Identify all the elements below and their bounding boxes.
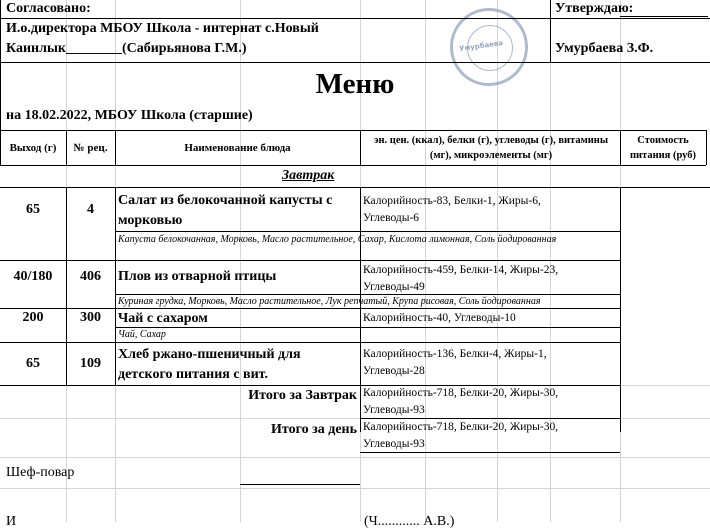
border	[550, 0, 551, 62]
border	[706, 130, 707, 165]
border	[620, 187, 621, 432]
row-3-dish: Чай с сахаром	[118, 311, 208, 326]
confirmer-name: Умурбаева З.Ф.	[555, 41, 654, 56]
chef-label: Шеф-повар	[6, 465, 75, 480]
row-2-output: 40/180	[13, 269, 53, 284]
approver-line-2: Каинлык________(Сабирьянова Г.М.)	[6, 41, 247, 56]
border	[115, 231, 620, 232]
signature-line	[620, 16, 708, 17]
total-breakfast-nutrition: Калорийность-718, Белки-20, Жиры-30, Углеводы-93	[363, 387, 559, 416]
column-header-nutrition: эн. цен. (ккал), белки (г), углеводы (г), витамины (мг), микроэлементы (мг)	[373, 135, 609, 161]
approved-label: Согласовано:	[6, 1, 91, 16]
footer-signer: (Ч............ А.В.)	[364, 514, 455, 529]
confirm-label: Утверждаю:	[555, 1, 634, 16]
row-1-recipe: 4	[87, 202, 94, 217]
row-1-output: 65	[26, 202, 40, 217]
approver-line-1: И.о.директора МБОУ Школа - интернат с.Новый	[6, 21, 319, 36]
total-breakfast-label: Итого за Завтрак	[248, 388, 357, 403]
row-4-nutrition: Калорийность-136, Белки-4, Жиры-1, Углеводы-28	[363, 348, 547, 377]
border	[360, 187, 361, 432]
row-1-dish: Салат из белокочанной капусты с морковью	[118, 193, 333, 228]
border	[0, 342, 620, 343]
row-4-recipe: 109	[80, 356, 101, 371]
row-2-dish: Плов из отварной птицы	[118, 269, 277, 284]
border	[115, 187, 116, 385]
row-4-output: 65	[26, 356, 40, 371]
row-4-dish: Хлеб ржано-пшеничный для детского питания с вит.	[118, 347, 301, 382]
footer-cut-text: И	[6, 514, 17, 529]
row-3-nutrition: Калорийность-40, Углеводы-10	[363, 312, 516, 324]
border	[0, 18, 710, 19]
grid-line	[0, 488, 710, 489]
stamp-text: Умурбаева	[458, 38, 504, 54]
total-day-label: Итого за день	[271, 422, 357, 437]
border	[0, 165, 706, 166]
row-3-ingredients: Чай, Сахар	[118, 329, 166, 340]
row-1-ingredients: Капуста белокочанная, Морковь, Масло растительное, Сахар, Кислота лимонная, Соль йодированная	[118, 234, 557, 245]
row-1-nutrition: Калорийность-83, Белки-1, Жиры-6, Углеводы-6	[363, 195, 541, 224]
border	[0, 260, 620, 261]
row-2-recipe: 406	[80, 269, 101, 284]
column-header-recipe: № рец.	[73, 142, 108, 154]
row-2-ingredients: Куриная грудка, Морковь, Масло растительное, Лук репчатый, Крупа рисовая, Соль йодированная	[118, 296, 541, 307]
border	[0, 308, 620, 309]
column-header-output: Выход (г)	[9, 142, 57, 154]
grid-line	[0, 457, 710, 458]
meal-section-breakfast: Завтрак	[282, 168, 335, 183]
menu-subtitle: на 18.02.2022, МБОУ Школа (старшие)	[6, 108, 253, 123]
column-header-cost: Стоимость питания (руб)	[629, 135, 697, 161]
border	[0, 187, 710, 188]
column-header-dish: Наименование блюда	[184, 142, 291, 154]
row-2-nutrition: Калорийность-459, Белки-14, Жиры-23, Углеводы-49	[363, 264, 559, 293]
row-3-recipe: 300	[80, 310, 101, 325]
row-3-output: 200	[22, 310, 44, 325]
total-day-nutrition: Калорийность-718, Белки-20, Жиры-30, Углеводы-93	[363, 421, 559, 450]
border	[115, 327, 620, 328]
border	[620, 130, 621, 165]
signature-line	[240, 484, 360, 485]
border	[360, 452, 620, 453]
page-title: Меню	[315, 68, 395, 100]
border	[360, 130, 361, 165]
border	[0, 130, 706, 131]
border	[0, 62, 710, 63]
